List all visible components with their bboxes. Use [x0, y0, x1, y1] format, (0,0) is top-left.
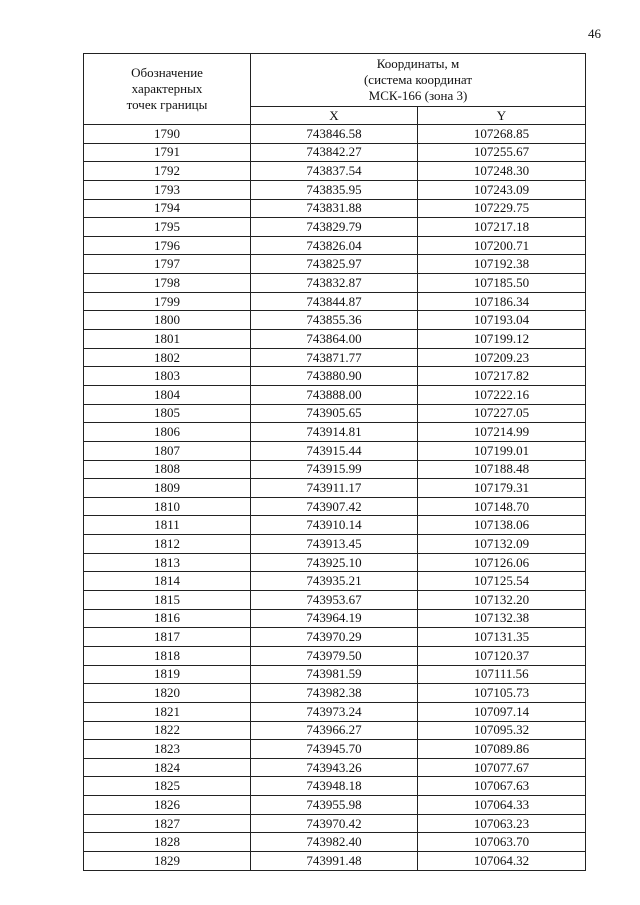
point-id-cell: 1792: [84, 162, 251, 181]
y-coordinate-cell: 107214.99: [418, 423, 586, 442]
x-coordinate-cell: 743911.17: [251, 479, 418, 498]
table-body: [84, 125, 586, 871]
point-id-cell: 1804: [84, 385, 251, 404]
x-coordinate-cell: 743826.04: [251, 236, 418, 255]
table-row: [84, 702, 586, 721]
table-row: [84, 609, 586, 628]
x-coordinate-cell: 743915.99: [251, 460, 418, 479]
point-id-cell: 1819: [84, 665, 251, 684]
table-row: [84, 404, 586, 423]
table-row: [84, 236, 586, 255]
point-header-line: точек границы: [126, 97, 208, 112]
x-coordinate-cell: 743829.79: [251, 218, 418, 237]
x-coordinate-cell: 743982.40: [251, 833, 418, 852]
table-row: [84, 180, 586, 199]
point-id-cell: 1817: [84, 628, 251, 647]
x-coordinate-cell: 743913.45: [251, 535, 418, 554]
table-row: [84, 460, 586, 479]
table-row: [84, 814, 586, 833]
y-coordinate-cell: 107138.06: [418, 516, 586, 535]
y-coordinate-cell: 107131.35: [418, 628, 586, 647]
point-id-cell: 1808: [84, 460, 251, 479]
point-id-cell: 1802: [84, 348, 251, 367]
x-coordinate-cell: 743945.70: [251, 740, 418, 759]
x-coordinate-cell: 743914.81: [251, 423, 418, 442]
y-coordinate-cell: 107188.48: [418, 460, 586, 479]
table-row: [84, 162, 586, 181]
point-id-cell: 1809: [84, 479, 251, 498]
y-coordinate-cell: 107067.63: [418, 777, 586, 796]
x-coordinate-cell: 743948.18: [251, 777, 418, 796]
y-coordinate-cell: 107199.12: [418, 330, 586, 349]
y-coordinate-cell: 107227.05: [418, 404, 586, 423]
table-row: [84, 851, 586, 870]
y-coordinate-cell: 107200.71: [418, 236, 586, 255]
x-coordinate-cell: 743842.27: [251, 143, 418, 162]
y-coordinate-cell: 107185.50: [418, 274, 586, 293]
x-coordinate-cell: 743915.44: [251, 441, 418, 460]
table-row: [84, 758, 586, 777]
point-id-cell: 1821: [84, 702, 251, 721]
coords-header-line: (система координат: [363, 72, 473, 87]
y-coordinate-cell: 107243.09: [418, 180, 586, 199]
table-row: [84, 143, 586, 162]
table-row: [84, 497, 586, 516]
y-coordinate-cell: 107179.31: [418, 479, 586, 498]
coordinates-header: [251, 54, 586, 107]
table-row: [84, 740, 586, 759]
point-id-cell: 1801: [84, 330, 251, 349]
y-coordinate-cell: 107132.38: [418, 609, 586, 628]
y-coordinate-cell: 107126.06: [418, 553, 586, 572]
y-coordinate-cell: 107077.67: [418, 758, 586, 777]
y-coordinate-cell: 107193.04: [418, 311, 586, 330]
point-id-cell: 1820: [84, 684, 251, 703]
x-coordinate-cell: 743855.36: [251, 311, 418, 330]
point-id-cell: 1795: [84, 218, 251, 237]
table-row: [84, 292, 586, 311]
x-coordinate-cell: 743982.38: [251, 684, 418, 703]
x-coordinate-cell: 743955.98: [251, 796, 418, 815]
point-header-line: характерных: [131, 81, 203, 96]
coords-header-line: МСК-166 (зона 3): [368, 88, 468, 103]
point-id-cell: 1797: [84, 255, 251, 274]
x-coordinate-cell: 743910.14: [251, 516, 418, 535]
point-id-cell: 1829: [84, 851, 251, 870]
point-id-cell: 1796: [84, 236, 251, 255]
table-row: [84, 665, 586, 684]
point-id-cell: 1816: [84, 609, 251, 628]
y-coordinate-cell: 107105.73: [418, 684, 586, 703]
x-coordinate-cell: 743844.87: [251, 292, 418, 311]
page-number: 46: [588, 26, 601, 41]
table-row: [84, 777, 586, 796]
table-row: [84, 125, 586, 144]
point-id-cell: 1790: [84, 125, 251, 144]
point-id-cell: 1807: [84, 441, 251, 460]
table-row: [84, 441, 586, 460]
x-coordinate-cell: 743964.19: [251, 609, 418, 628]
table-row: [84, 199, 586, 218]
point-id-cell: 1799: [84, 292, 251, 311]
x-coordinate-cell: 743864.00: [251, 330, 418, 349]
x-coordinate-cell: 743979.50: [251, 646, 418, 665]
y-coordinate-cell: 107255.67: [418, 143, 586, 162]
point-id-cell: 1793: [84, 180, 251, 199]
point-id-cell: 1813: [84, 553, 251, 572]
y-coordinate-cell: 107111.56: [418, 665, 586, 684]
point-id-cell: 1794: [84, 199, 251, 218]
x-coordinate-cell: 743953.67: [251, 591, 418, 610]
x-coordinate-cell: 743907.42: [251, 497, 418, 516]
point-designation-header: [84, 54, 251, 125]
table-row: [84, 535, 586, 554]
x-coordinate-cell: 743880.90: [251, 367, 418, 386]
y-coordinate-cell: 107217.18: [418, 218, 586, 237]
y-coordinate-cell: 107186.34: [418, 292, 586, 311]
x-coordinate-cell: 743991.48: [251, 851, 418, 870]
table-row: [84, 218, 586, 237]
x-coordinate-cell: 743981.59: [251, 665, 418, 684]
y-coordinate-cell: 107132.09: [418, 535, 586, 554]
y-coordinate-cell: 107268.85: [418, 125, 586, 144]
table-row: [84, 423, 586, 442]
point-id-cell: 1812: [84, 535, 251, 554]
x-coordinate-cell: 743925.10: [251, 553, 418, 572]
x-coordinate-cell: 743871.77: [251, 348, 418, 367]
point-id-cell: 1823: [84, 740, 251, 759]
y-coordinate-cell: 107248.30: [418, 162, 586, 181]
x-coordinate-cell: 743831.88: [251, 199, 418, 218]
point-header-line: Обозначение: [131, 65, 203, 80]
point-id-cell: 1805: [84, 404, 251, 423]
table-row: [84, 572, 586, 591]
table-row: [84, 833, 586, 852]
point-id-cell: 1811: [84, 516, 251, 535]
table-row: [84, 721, 586, 740]
point-id-cell: 1825: [84, 777, 251, 796]
table-row: [84, 311, 586, 330]
table-row: [84, 628, 586, 647]
x-coordinate-cell: 743846.58: [251, 125, 418, 144]
y-column-header: Y: [418, 107, 586, 125]
x-coordinate-cell: 743970.29: [251, 628, 418, 647]
point-id-cell: 1828: [84, 833, 251, 852]
table-row: [84, 367, 586, 386]
x-coordinate-cell: 743973.24: [251, 702, 418, 721]
x-coordinate-cell: 743966.27: [251, 721, 418, 740]
x-coordinate-cell: 743888.00: [251, 385, 418, 404]
table-row: [84, 646, 586, 665]
point-id-cell: 1798: [84, 274, 251, 293]
point-id-cell: 1815: [84, 591, 251, 610]
x-coordinate-cell: 743905.65: [251, 404, 418, 423]
y-coordinate-cell: 107064.32: [418, 851, 586, 870]
x-coordinate-cell: 743825.97: [251, 255, 418, 274]
y-coordinate-cell: 107063.23: [418, 814, 586, 833]
point-id-cell: 1822: [84, 721, 251, 740]
table-row: [84, 385, 586, 404]
table-row: [84, 553, 586, 572]
point-id-cell: 1814: [84, 572, 251, 591]
x-coordinate-cell: 743943.26: [251, 758, 418, 777]
y-coordinate-cell: 107209.23: [418, 348, 586, 367]
x-coordinate-cell: 743837.54: [251, 162, 418, 181]
table-row: [84, 330, 586, 349]
table-row: [84, 479, 586, 498]
point-id-cell: 1791: [84, 143, 251, 162]
y-coordinate-cell: 107217.82: [418, 367, 586, 386]
y-coordinate-cell: 107148.70: [418, 497, 586, 516]
y-coordinate-cell: 107063.70: [418, 833, 586, 852]
x-coordinate-cell: 743832.87: [251, 274, 418, 293]
table-row: [84, 796, 586, 815]
x-column-header: X: [251, 107, 418, 125]
point-id-cell: 1818: [84, 646, 251, 665]
y-coordinate-cell: 107125.54: [418, 572, 586, 591]
y-coordinate-cell: 107120.37: [418, 646, 586, 665]
y-coordinate-cell: 107097.14: [418, 702, 586, 721]
point-id-cell: 1827: [84, 814, 251, 833]
point-id-cell: 1803: [84, 367, 251, 386]
coords-header-line: Координаты, м: [376, 56, 460, 71]
point-id-cell: 1806: [84, 423, 251, 442]
table-row: [84, 516, 586, 535]
y-coordinate-cell: 107199.01: [418, 441, 586, 460]
table-row: [84, 684, 586, 703]
table-row: [84, 348, 586, 367]
y-coordinate-cell: 107132.20: [418, 591, 586, 610]
point-id-cell: 1810: [84, 497, 251, 516]
table-row: [84, 591, 586, 610]
y-coordinate-cell: 107064.33: [418, 796, 586, 815]
x-coordinate-cell: 743835.95: [251, 180, 418, 199]
y-coordinate-cell: 107192.38: [418, 255, 586, 274]
point-id-cell: 1824: [84, 758, 251, 777]
y-coordinate-cell: 107222.16: [418, 385, 586, 404]
y-coordinate-cell: 107229.75: [418, 199, 586, 218]
point-id-cell: 1826: [84, 796, 251, 815]
y-coordinate-cell: 107089.86: [418, 740, 586, 759]
x-coordinate-cell: 743970.42: [251, 814, 418, 833]
header-row: [84, 54, 586, 107]
x-coordinate-cell: 743935.21: [251, 572, 418, 591]
table-row: [84, 274, 586, 293]
y-coordinate-cell: 107095.32: [418, 721, 586, 740]
coordinates-table: [83, 53, 586, 871]
table-row: [84, 255, 586, 274]
point-id-cell: 1800: [84, 311, 251, 330]
